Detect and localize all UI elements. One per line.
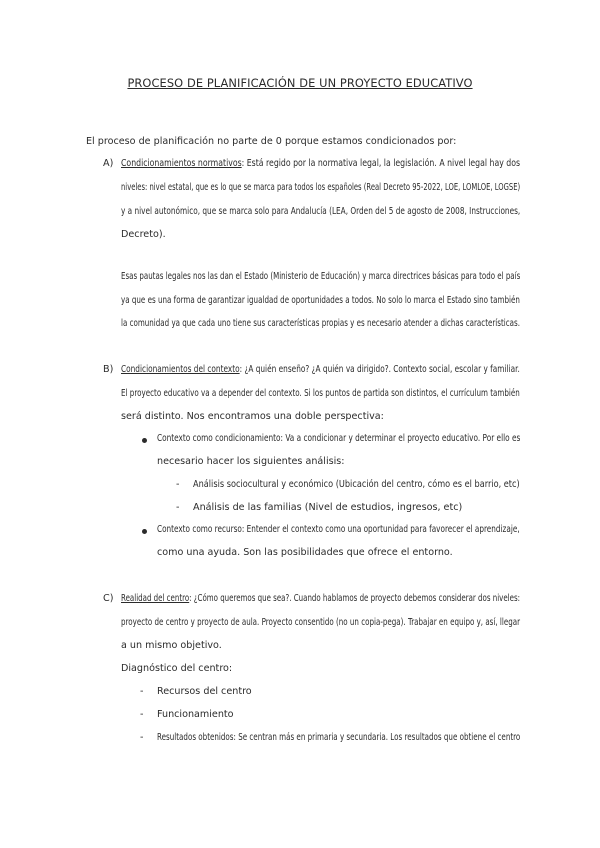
section-b-line-1-rest: : ¿A quién enseño? ¿A quién va dirigido?. Contexto social, escolar y familiar.: [239, 364, 520, 375]
section-c-line-2: proyecto de centro y proyecto de aula. Proyecto consentido (no un copia-pega). Trabajar en equipo y, así, llegar: [121, 617, 521, 628]
section-c-line-3: a un mismo objetivo.: [121, 640, 222, 651]
bullet-2-line-2: como una ayuda. Son las posibilidades que ofrece el entorno.: [157, 547, 453, 558]
sub-item-1: Análisis sociocultural y económico (Ubicación del centro, cómo es el barrio, etc): [193, 479, 520, 490]
intro-text: El proceso de planificación no parte de 0 porque estamos condicionados por:: [86, 136, 457, 147]
section-c-line-1: [121, 593, 520, 604]
section-c-marker: C): [103, 593, 114, 604]
section-c-heading: Realidad del centro: [121, 593, 190, 604]
dash-icon: -: [140, 709, 144, 720]
section-b-marker: B): [103, 364, 114, 375]
section-a-line-4: Decreto).: [121, 229, 166, 240]
document-title: PROCESO DE PLANIFICACIÓN DE UN PROYECTO EDUCATIVO: [127, 76, 473, 90]
section-b-heading: Condicionamientos del contexto: [121, 364, 240, 375]
dash-icon: -: [176, 479, 180, 490]
bullet-1-line-2: necesario hacer los siguientes análisis:: [157, 456, 345, 467]
dash-icon: -: [140, 732, 144, 743]
section-a-line-1-rest: : Está regido por la normativa legal, la legislación. A nivel legal hay dos: [241, 158, 521, 169]
section-b-line-2: El proyecto educativo va a depender del contexto. Si los puntos de partida son distintos, el currículum también: [121, 388, 520, 399]
diagnostic-item-1: Recursos del centro: [157, 686, 252, 697]
section-a-line-3: y a nivel autonómico, que se marca solo para Andalucía (LEA, Orden del 5 de agosto de 2008, Instrucciones,: [121, 206, 521, 217]
diagnostic-item-3: Resultados obtenidos: Se centran más en primaria y secundaria. Los resultados que obtiene el centro: [157, 732, 521, 743]
bullet-icon: [142, 529, 147, 534]
section-a-line-2: niveles: nivel estatal, que es lo que se marca para todos los españoles (Real Decreto 95-2022, LOE, LOMLOE, LOGSE): [121, 182, 521, 193]
section-a-para-2-line-1: Esas pautas legales nos las dan el Estado (Ministerio de Educación) y marca directrices básicas para todo el país: [121, 271, 521, 282]
section-a-line-1: [121, 158, 520, 169]
diagnostic-heading: Diagnóstico del centro:: [121, 663, 233, 674]
section-a-heading: Condicionamientos normativos: [121, 158, 242, 169]
diagnostic-item-2: Funcionamiento: [157, 709, 234, 720]
section-a-para-2-line-3: la comunidad ya que cada uno tiene sus características propias y es necesario atender a dichas características.: [121, 318, 520, 329]
section-b-line-3: será distinto. Nos encontramos una doble perspectiva:: [121, 411, 384, 422]
section-a-marker: A): [103, 158, 114, 169]
section-a-para-2-line-2: ya que es una forma de garantizar igualdad de oportunidades a todos. No solo lo marca el Estado sino también: [121, 295, 520, 306]
section-b-line-1: [121, 364, 520, 375]
bullet-2-line-1: Contexto como recurso: Entender el contexto como una oportunidad para favorecer el aprendizaje,: [157, 524, 520, 535]
bullet-icon: [142, 438, 147, 443]
section-c-line-1-rest: : ¿Cómo queremos que sea?. Cuando hablamos de proyecto debemos considerar dos niveles:: [189, 593, 521, 604]
dash-icon: -: [140, 686, 144, 697]
sub-item-2: Análisis de las familias (Nivel de estudios, ingresos, etc): [193, 502, 463, 513]
bullet-1-line-1: Contexto como condicionamiento: Va a condicionar y determinar el proyecto educativo. Por ello es: [157, 433, 521, 444]
dash-icon: -: [176, 502, 180, 513]
